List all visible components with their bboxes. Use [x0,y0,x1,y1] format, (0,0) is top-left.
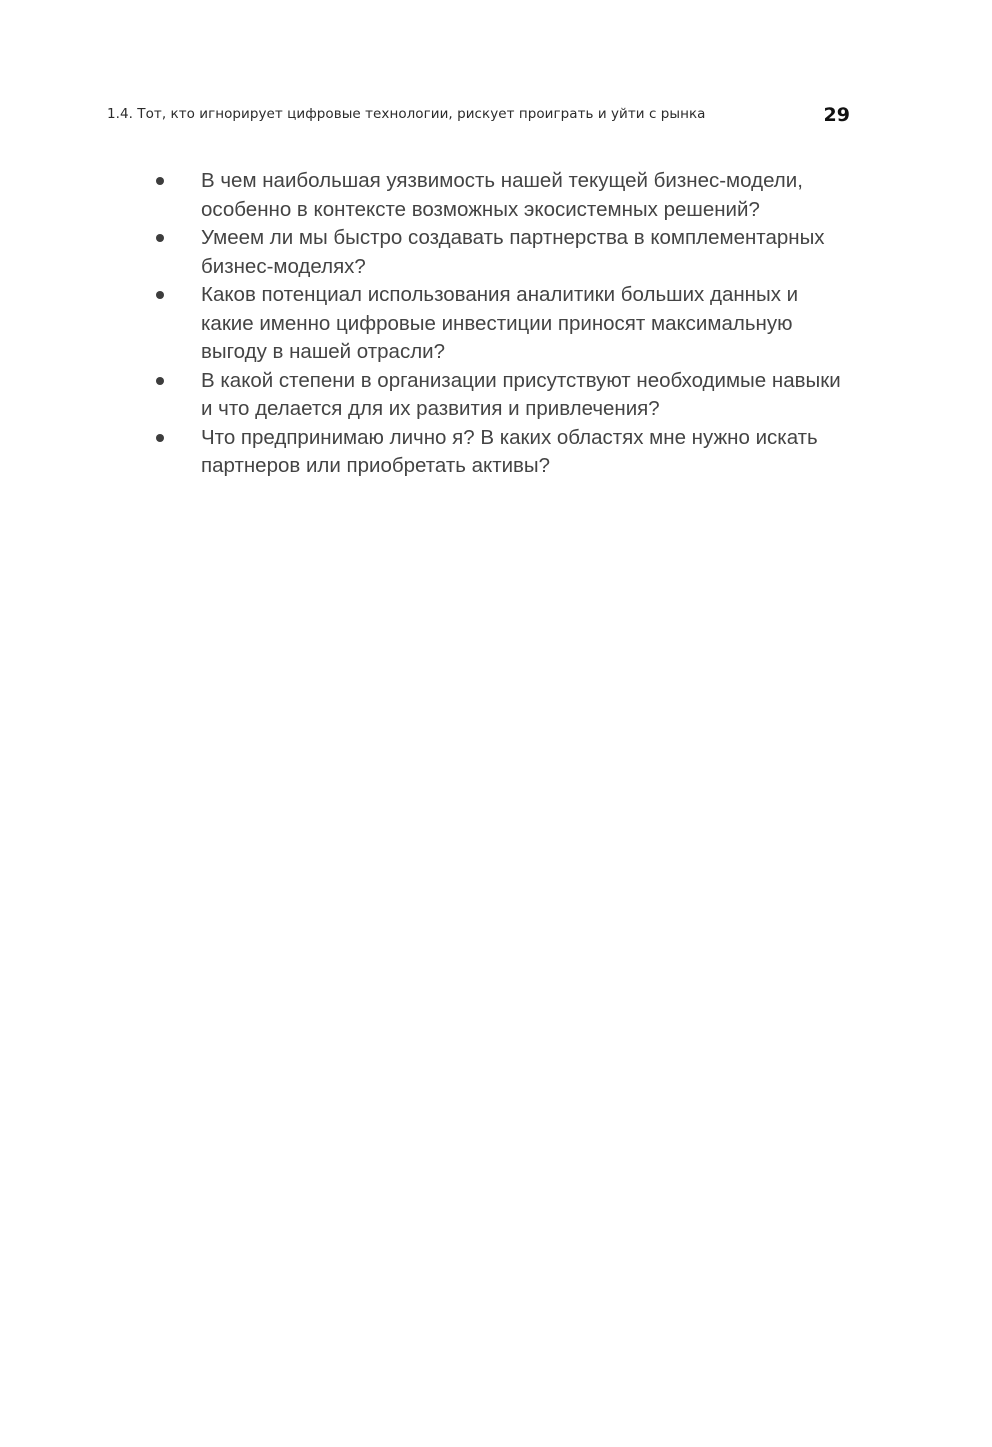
running-header [107,104,852,130]
list-item [152,424,852,481]
bullet-icon [156,234,164,242]
page-number: 29 [823,104,850,126]
running-header-title: 1.4. Тот, кто игнорирует цифровые технологии, рискует проиграть и уйти с рынка [107,106,706,122]
bullet-icon [156,434,164,442]
list-item-text: Что предпринимаю лично я? В каких областях мне нужно искать партнеров или приобретать активы? [201,425,818,477]
list-item-text: Умеем ли мы быстро создавать партнерства в комплементарных бизнес-моделях? [201,226,825,278]
list-item [152,167,852,224]
question-list [152,167,852,481]
bullet-icon [156,291,164,299]
list-item-text: Каков потенциал использования аналитики больших данных и какие именно цифровые инвестиции приносят максимальную выгоду в нашей отрасли? [201,283,799,363]
list-item [152,367,852,424]
list-item-text: В чем наибольшая уязвимость нашей текущей бизнес-модели, особенно в контексте возможных экосистемных решений? [201,169,803,221]
list-item [152,281,852,367]
list-item-text: В какой степени в организации присутствуют необходимые навыки и что делается для их развития и привлечения? [201,368,841,420]
bullet-icon [156,377,164,385]
bullet-icon [156,177,164,185]
list-item [152,224,852,281]
